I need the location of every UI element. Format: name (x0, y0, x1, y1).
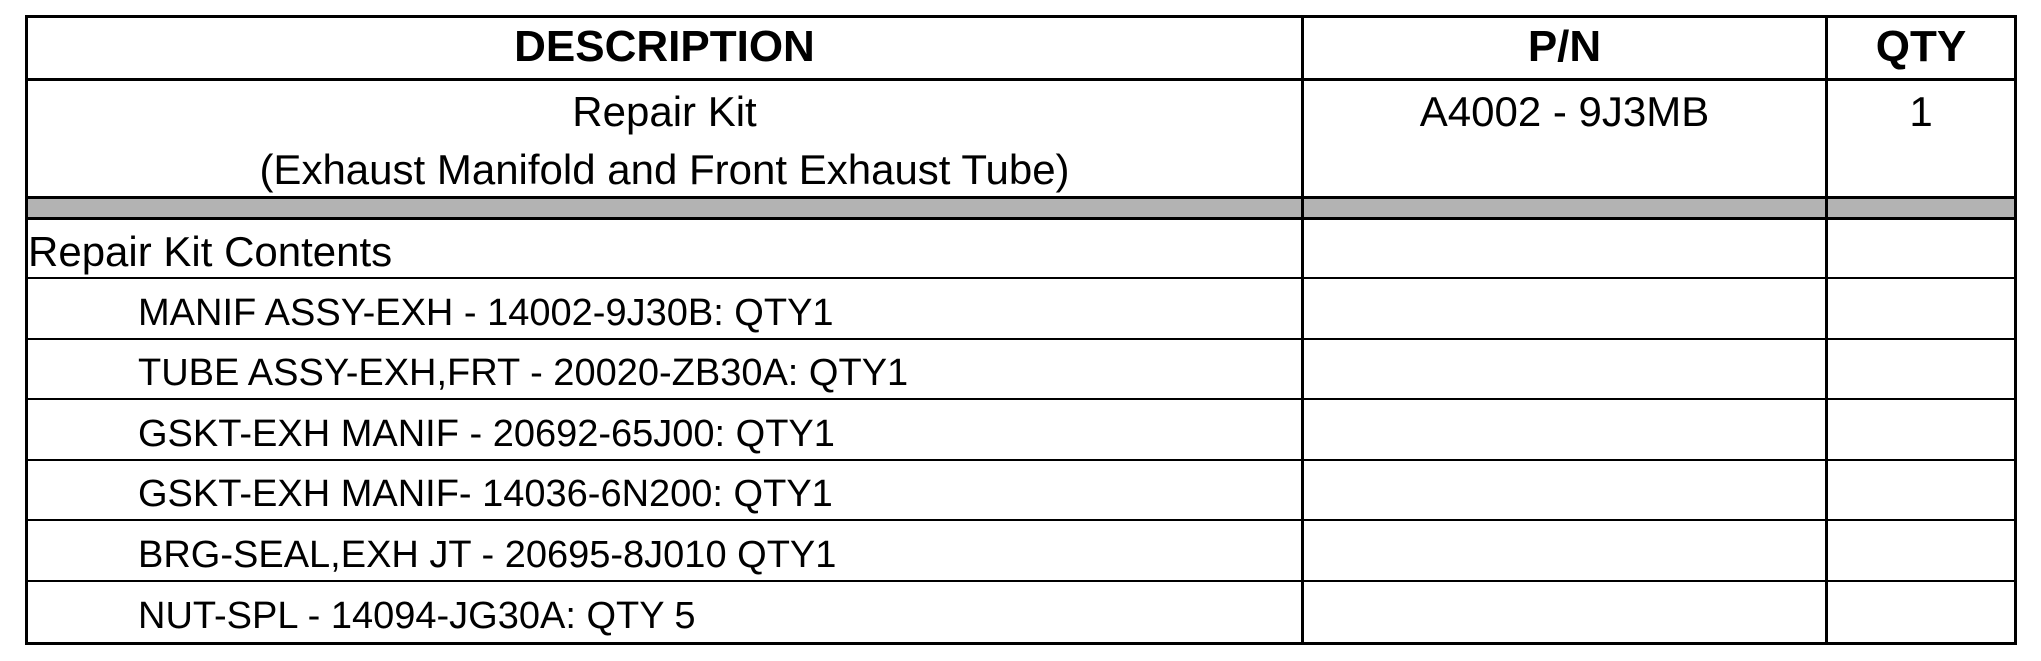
list-item: NUT-SPL - 14094-JG30A: QTY 5 (138, 595, 696, 637)
row-divider (25, 580, 2017, 582)
kit-part-number: A4002 - 9J3MB (1419, 88, 1710, 135)
header-pn: P/N (1527, 22, 1602, 71)
row-divider (25, 196, 2017, 199)
kit-title: Repair Kit (572, 88, 757, 135)
list-item: GSKT-EXH MANIF - 20692-65J00: QTY1 (138, 413, 835, 455)
row-divider (25, 338, 2017, 340)
row-divider (25, 459, 2017, 461)
kit-quantity: 1 (1909, 88, 1933, 135)
parts-table (25, 15, 2017, 645)
row-divider (25, 519, 2017, 521)
list-item: MANIF ASSY-EXH - 14002-9J30B: QTY1 (138, 292, 834, 334)
contents-heading: Repair Kit Contents (28, 228, 393, 275)
table-border-top (25, 15, 2017, 18)
row-divider (25, 277, 2017, 279)
list-item: BRG-SEAL,EXH JT - 20695-8J010 QTY1 (138, 534, 837, 576)
separator-band (25, 198, 2017, 217)
row-divider (25, 217, 2017, 220)
list-item: TUBE ASSY-EXH,FRT - 20020-ZB30A: QTY1 (138, 352, 909, 394)
kit-subtitle: (Exhaust Manifold and Front Exhaust Tube) (259, 146, 1070, 193)
row-divider (25, 398, 2017, 400)
table-border-right (2014, 15, 2017, 645)
header-description: DESCRIPTION (514, 22, 815, 71)
list-item: GSKT-EXH MANIF- 14036-6N200: QTY1 (138, 473, 833, 515)
header-qty: QTY (1875, 22, 1967, 71)
header-divider (25, 78, 2017, 81)
table-border-bottom (25, 642, 2017, 645)
